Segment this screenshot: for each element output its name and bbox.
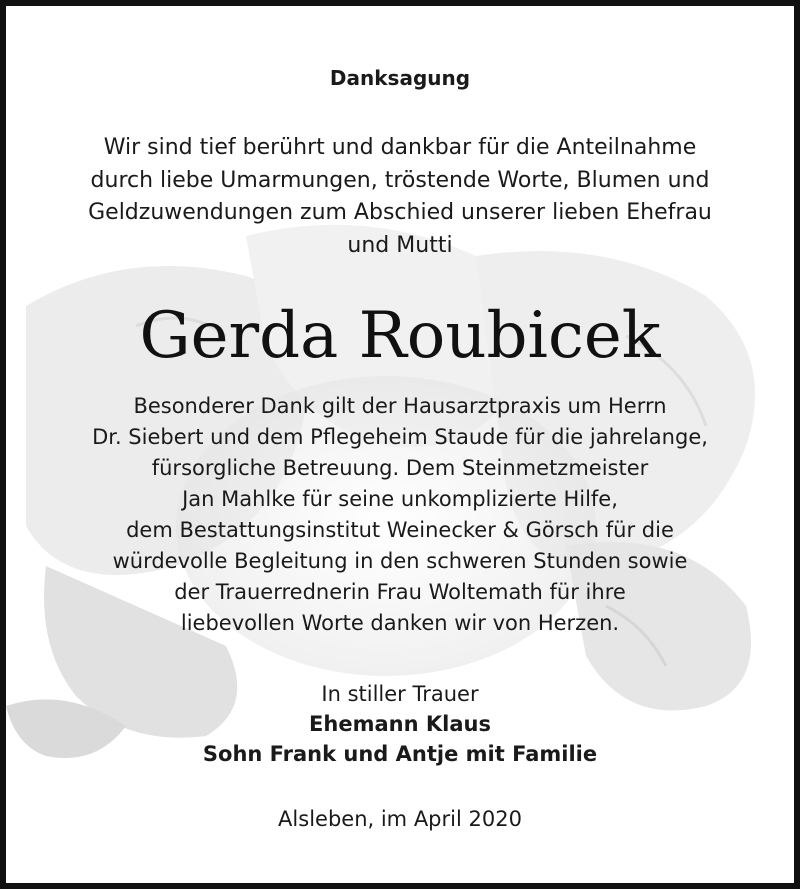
thanks-line: würdevolle Begleitung in den schweren Stunden sowie — [112, 549, 688, 573]
thanks-line: dem Bestattungsinstitut Weinecker & Görsch für die — [126, 518, 674, 542]
intro-line: und Mutti — [347, 232, 453, 258]
thanks-line: Besonderer Dank gilt der Hausarztpraxis um Herrn — [133, 394, 667, 418]
thanks-line: Dr. Siebert und dem Pflegeheim Staude für die jahrelange, — [92, 425, 708, 449]
deceased-name: Gerda Roubicek — [139, 299, 661, 373]
intro-line: Geldzuwendungen zum Abschied unserer lieben Ehefrau — [88, 200, 712, 225]
thanks-paragraph — [6, 391, 794, 639]
closing-phrase: In stiller Trauer — [321, 682, 479, 706]
heading: Danksagung — [329, 66, 471, 90]
intro-paragraph — [6, 132, 794, 262]
intro-line: Wir sind tief berührt und dankbar für die Anteilnahme — [103, 135, 697, 160]
thanks-line: liebevollen Worte danken wir von Herzen. — [180, 611, 620, 635]
thanks-line: fürsorgliche Betreuung. Dem Steinmetzmeister — [151, 456, 649, 480]
mourner-name: Ehemann Klaus — [309, 712, 491, 736]
thanks-line: der Trauerrednerin Frau Woltemath für ihre — [174, 580, 626, 604]
place-date: Alsleben, im April 2020 — [278, 807, 522, 831]
thanks-line: Jan Mahlke für seine unkomplizierte Hilfe, — [182, 487, 618, 511]
signature-block — [6, 679, 794, 769]
mourner-name: Sohn Frank und Antje mit Familie — [202, 742, 598, 766]
intro-line: durch liebe Umarmungen, tröstende Worte, Blumen und — [90, 167, 710, 193]
